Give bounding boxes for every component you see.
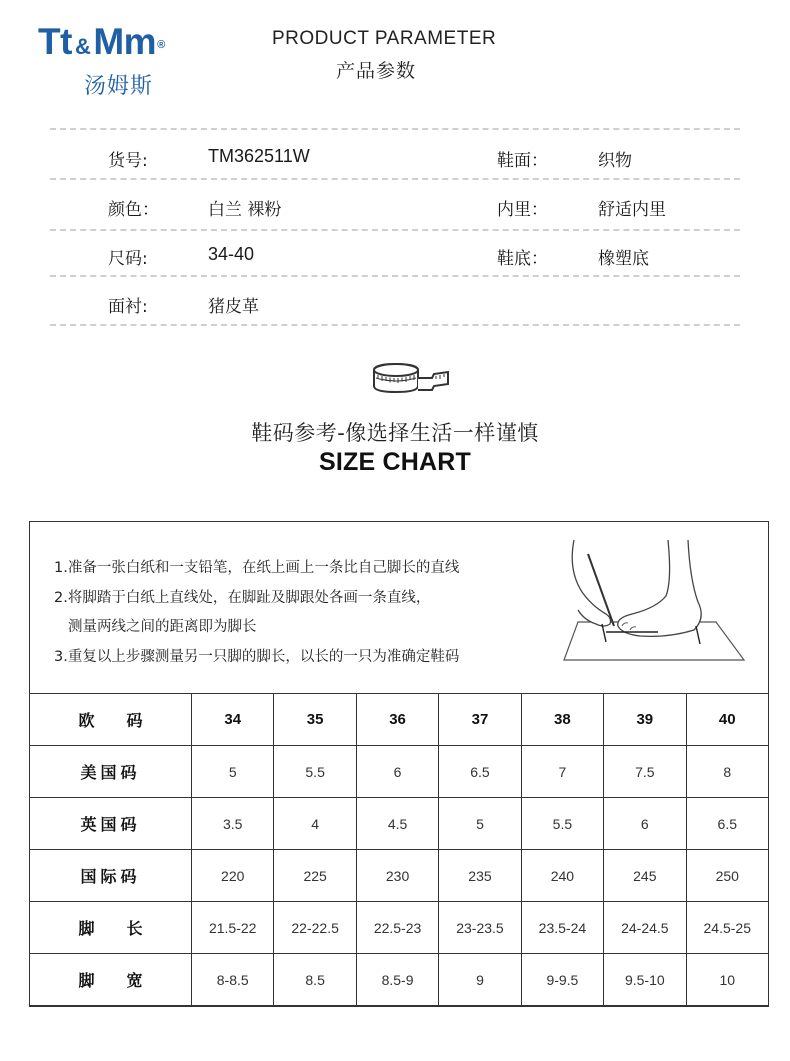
measuring-tape-icon — [368, 360, 452, 400]
table-cell: 10 — [686, 954, 768, 1006]
row-label-eu — [30, 694, 192, 746]
size-table — [29, 693, 769, 1006]
table-cell: 7 — [521, 746, 603, 798]
instruction-step-1: 1.准备一张白纸和一支铅笔，在纸上画上一条比自己脚长的直线 — [54, 560, 460, 576]
table-cell: 250 — [686, 850, 768, 902]
table-cell: 8-8.5 — [192, 954, 274, 1006]
table-cell: 6.5 — [439, 746, 521, 798]
param-label-item-no: 货号: — [108, 151, 148, 171]
param-label-color: 颜色： — [108, 200, 159, 220]
table-cell: 5 — [439, 798, 521, 850]
table-cell: 4.5 — [356, 798, 438, 850]
table-cell: 3.5 — [192, 798, 274, 850]
divider — [50, 128, 740, 130]
row-label-intl: 国际码 — [30, 850, 192, 902]
divider — [50, 178, 740, 180]
param-value-insole-lining: 猪皮革 — [208, 297, 259, 317]
table-cell: 225 — [274, 850, 356, 902]
table-row-foot-width — [30, 954, 769, 1006]
instruction-step-3: 3.重复以上步骤测量另一只脚的脚长，以长的一只为准确定鞋码 — [54, 649, 460, 665]
product-parameter-subtitle: 产品参数 — [336, 60, 417, 82]
param-label-upper: 鞋面： — [497, 151, 548, 171]
table-row-eu — [30, 694, 769, 746]
param-value-lining: 舒适内里 — [598, 200, 666, 220]
brand-logo — [38, 22, 213, 102]
table-cell: 24-24.5 — [604, 902, 686, 954]
table-cell: 8 — [686, 746, 768, 798]
table-cell: 9 — [439, 954, 521, 1006]
param-value-upper: 织物 — [598, 151, 632, 171]
table-cell: 9-9.5 — [521, 954, 603, 1006]
table-cell: 9.5-10 — [604, 954, 686, 1006]
instruction-step-2-continued: 测量两线之间的距离即为脚长 — [68, 619, 257, 635]
table-cell: 34 — [192, 694, 274, 746]
param-label-insole-lining: 面衬: — [108, 297, 148, 317]
table-cell: 230 — [356, 850, 438, 902]
param-value-size: 34-40 — [208, 244, 255, 264]
table-cell: 235 — [439, 850, 521, 902]
divider — [50, 229, 740, 231]
instruction-step-2: 2.将脚踏于白纸上直线处，在脚趾及脚跟处各画一条直线， — [54, 590, 431, 606]
param-label-size: 尺码: — [108, 249, 148, 269]
table-cell: 36 — [356, 694, 438, 746]
table-cell: 22.5-23 — [356, 902, 438, 954]
row-label-foot-length — [30, 902, 192, 954]
table-cell: 38 — [521, 694, 603, 746]
table-cell: 220 — [192, 850, 274, 902]
table-cell: 22-22.5 — [274, 902, 356, 954]
product-parameter-title: PRODUCT PARAMETER — [272, 28, 497, 49]
brand-name-cn: 汤姆斯 — [84, 74, 154, 99]
table-cell: 37 — [439, 694, 521, 746]
divider — [50, 275, 740, 277]
table-cell: 8.5-9 — [356, 954, 438, 1006]
size-chart-title-cn: 鞋码参考-像选择生活一样谨慎 — [251, 421, 539, 445]
row-label-us: 美国码 — [30, 746, 192, 798]
table-row-intl — [30, 850, 769, 902]
table-cell: 8.5 — [274, 954, 356, 1006]
table-row-uk — [30, 798, 769, 850]
table-cell: 5 — [192, 746, 274, 798]
row-label-foot-width-text: 脚 宽 — [78, 971, 143, 990]
param-label-lining: 内里： — [497, 200, 548, 220]
table-cell: 23-23.5 — [439, 902, 521, 954]
table-row-foot-length — [30, 902, 769, 954]
size-chart-title-en: SIZE CHART — [319, 448, 471, 476]
table-cell: 6.5 — [686, 798, 768, 850]
table-cell: 24.5-25 — [686, 902, 768, 954]
table-cell: 5.5 — [521, 798, 603, 850]
table-cell: 4 — [274, 798, 356, 850]
table-cell: 6 — [356, 746, 438, 798]
table-cell: 35 — [274, 694, 356, 746]
table-cell: 40 — [686, 694, 768, 746]
row-label-foot-length-text: 脚 长 — [78, 919, 143, 938]
table-cell: 21.5-22 — [192, 902, 274, 954]
table-cell: 23.5-24 — [521, 902, 603, 954]
param-value-color: 白兰 裸粉 — [208, 200, 282, 220]
table-cell: 245 — [604, 850, 686, 902]
table-cell: 240 — [521, 850, 603, 902]
param-value-sole: 橡塑底 — [598, 249, 649, 269]
foot-measure-illustration — [548, 540, 748, 665]
table-cell: 7.5 — [604, 746, 686, 798]
param-label-sole: 鞋底： — [497, 249, 548, 269]
table-cell: 5.5 — [274, 746, 356, 798]
table-cell: 39 — [604, 694, 686, 746]
row-label-eu-text: 欧 码 — [78, 711, 143, 730]
row-label-foot-width — [30, 954, 192, 1006]
table-cell: 6 — [604, 798, 686, 850]
row-label-uk: 英国码 — [30, 798, 192, 850]
param-value-item-no: TM362511W — [208, 146, 310, 166]
table-row-us — [30, 746, 769, 798]
brand-name-en: Tt &Mm® — [38, 21, 165, 62]
divider — [50, 324, 740, 326]
